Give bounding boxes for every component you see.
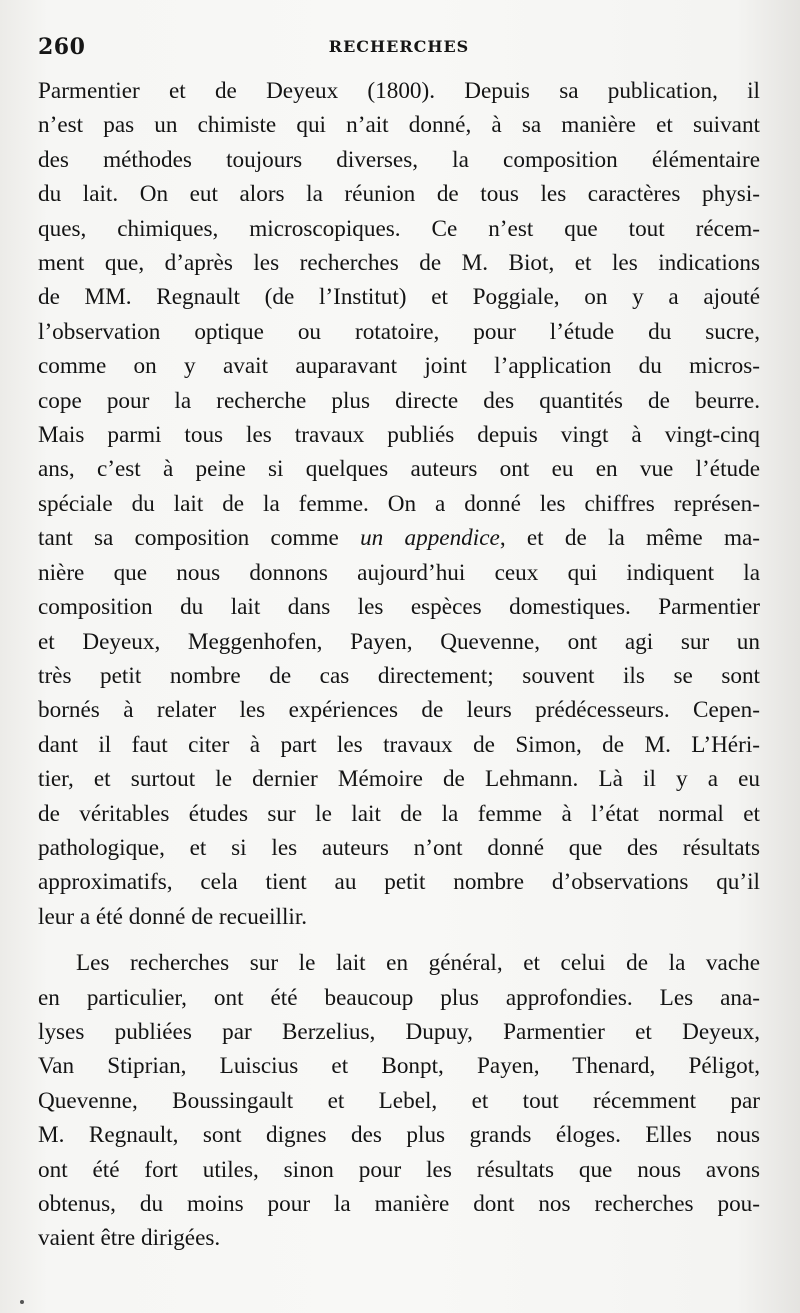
text-line: ont été fort utiles, sinon pour les résultats que nous avons (38, 1156, 760, 1183)
text-line: et Deyeux, Meggenhofen, Payen, Quevenne, ont agi sur un (38, 628, 760, 655)
text-line: des méthodes toujours diverses, la composition élémentaire (38, 146, 760, 173)
text-line: approximatifs, cela tient au petit nombre d’observations qu’il (38, 869, 760, 896)
text-line: Mais parmi tous les travaux publiés depuis vingt à vingt-cinq (38, 422, 760, 449)
paragraph-last-line: leur a été donné de recueillir. (38, 903, 308, 930)
page-number: 260 (38, 34, 86, 60)
italic-phrase: un appendice (360, 525, 500, 552)
text-line: ans, c’est à peine si quelques auteurs ont eu en vue l’étude (38, 456, 760, 483)
text-line: Parmentier et de Deyeux (1800). Depuis sa publication, il (38, 78, 760, 104)
text-line: cope pour la recherche plus directe des quantités de beurre. (38, 387, 760, 414)
text-line: ment que, d’après les recherches de M. Biot, et les indications (38, 250, 760, 277)
text-line: très petit nombre de cas directement; souvent ils se sont (38, 662, 760, 689)
paragraph-gap (38, 934, 760, 946)
text-run: , et de la même ma- (499, 525, 761, 552)
text-line: nière que nous donnons aujourd’hui ceux qui indiquent la (38, 559, 760, 586)
text-line: comme on y avait auparavant joint l’application du micros- (38, 353, 760, 380)
text-line: de MM. Regnault (de l’Institut) et Poggiale, on y a ajouté (38, 284, 760, 311)
text-line: spéciale du lait de la femme. On a donné les chiffres représen- (38, 490, 760, 517)
paragraph-last-line: vaient être dirigées. (38, 1225, 221, 1252)
text-line: M. Regnault, sont dignes des plus grands éloges. Elles nous (38, 1122, 760, 1149)
text-line: obtenus, du moins pour la manière dont nos recherches pou- (38, 1191, 760, 1217)
text-run: tant sa composition comme (38, 525, 361, 552)
text-line: du lait. On eut alors la réunion de tous les caractères physi- (38, 181, 760, 208)
text-line: n’est pas un chimiste qui n’ait donné, à sa manière et suivant (38, 112, 760, 139)
text-line: dant il faut citer à part les travaux de Simon, de M. L’Héri- (38, 731, 760, 758)
text-line: lyses publiées par Berzelius, Dupuy, Parmentier et Deyeux, (38, 1018, 760, 1045)
text-line: de véritables études sur le lait de la femme à l’état normal et (38, 800, 760, 827)
text-line: Van Stiprian, Luiscius et Bonpt, Payen, Thenard, Péligot, (38, 1053, 760, 1080)
text-line: ques, chimiques, microscopiques. Ce n’est que tout récem- (38, 215, 760, 242)
body-text (38, 74, 760, 1256)
text-line: bornés à relater les expériences de leurs prédécesseurs. Cepen- (38, 697, 760, 724)
margin-dot (20, 1300, 24, 1304)
page-header (38, 34, 760, 62)
paragraph-first-line: Les recherches sur le lait en général, et celui de la vache (76, 950, 760, 977)
text-line: tier, et surtout le dernier Mémoire de Lehmann. Là il y a eu (38, 766, 760, 793)
text-line: composition du lait dans les espèces domestiques. Parmentier (38, 594, 760, 621)
text-line: en particulier, ont été beaucoup plus approfondies. Les ana- (38, 984, 760, 1011)
text-line: Quevenne, Boussingault et Lebel, et tout récemment par (38, 1087, 760, 1114)
text-line: l’observation optique ou rotatoire, pour l’étude du sucre, (38, 318, 760, 345)
text-line: pathologique, et si les auteurs n’ont donné que des résultats (38, 834, 760, 861)
text-line-with-italic (38, 521, 760, 555)
running-head: RECHERCHES (328, 37, 470, 56)
